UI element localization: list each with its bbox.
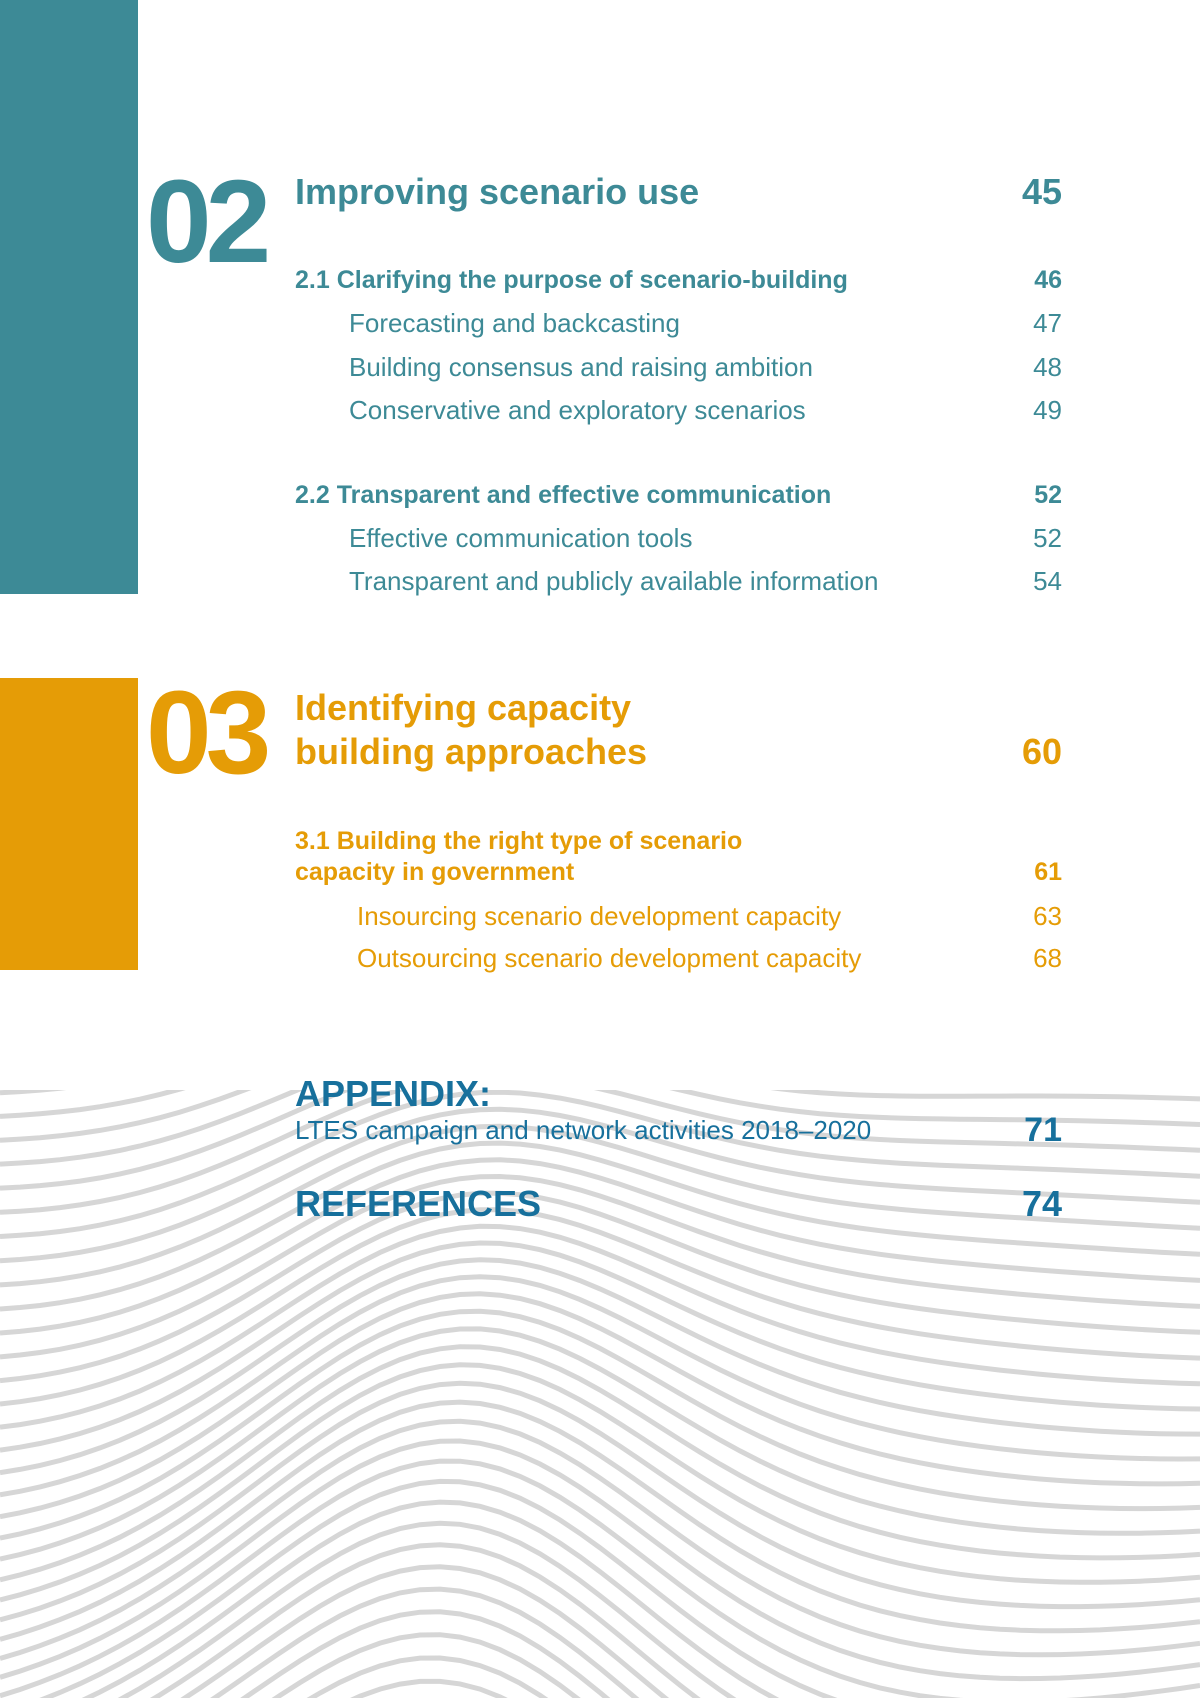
toc-item-label: Outsourcing scenario development capacity bbox=[357, 943, 862, 973]
toc-item[interactable] bbox=[349, 565, 1062, 597]
toc-item-label: Building consensus and raising ambition bbox=[349, 352, 813, 382]
section-3-1-page: 61 bbox=[1034, 858, 1062, 886]
toc-item[interactable] bbox=[357, 942, 1062, 974]
chapter-2-page: 45 bbox=[1021, 171, 1062, 212]
toc-item-page: 47 bbox=[1033, 308, 1062, 338]
section-2-2-entry[interactable] bbox=[295, 480, 1062, 511]
chapter-2-entry[interactable] bbox=[295, 170, 1062, 214]
appendix-subtitle: LTES campaign and network activities 2018–2020 bbox=[295, 1115, 872, 1145]
section-3-1-title-line-1: 3.1 Building the right type of scenario bbox=[295, 827, 743, 855]
toc-item-page: 63 bbox=[1033, 901, 1062, 931]
toc-item-label: Transparent and publicly available information bbox=[349, 566, 879, 596]
references-entry[interactable] bbox=[295, 1182, 1062, 1226]
toc-item-page: 48 bbox=[1033, 352, 1062, 382]
toc-item-label: Forecasting and backcasting bbox=[349, 308, 680, 338]
toc-item[interactable] bbox=[349, 351, 1062, 383]
chapter-3-title-line-2: building approaches bbox=[295, 731, 648, 772]
appendix-entry[interactable] bbox=[295, 1111, 1062, 1149]
toc-item[interactable] bbox=[349, 307, 1062, 339]
section-2-1-title: 2.1 Clarifying the purpose of scenario-building bbox=[295, 266, 848, 294]
references-title: REFERENCES bbox=[295, 1183, 542, 1224]
references-page: 74 bbox=[1021, 1183, 1062, 1224]
section-3-1-title-line-2: capacity in government bbox=[295, 858, 575, 886]
section-2-2-title: 2.2 Transparent and effective communication bbox=[295, 481, 832, 509]
toc-item-label: Effective communication tools bbox=[349, 523, 693, 553]
section-3-1-entry[interactable] bbox=[295, 826, 1062, 888]
toc-item[interactable] bbox=[357, 900, 1062, 932]
chapter-3-entry[interactable] bbox=[295, 686, 1062, 774]
chapter-2-title: Improving scenario use bbox=[295, 171, 700, 212]
section-2-1-page: 46 bbox=[1034, 266, 1062, 294]
toc-item-label: Conservative and exploratory scenarios bbox=[349, 395, 806, 425]
section-2-2-page: 52 bbox=[1034, 481, 1062, 509]
wave-line bbox=[0, 1545, 1200, 1698]
toc-item-page: 68 bbox=[1033, 943, 1062, 973]
toc-item[interactable] bbox=[349, 394, 1062, 426]
toc-item-label: Insourcing scenario development capacity bbox=[357, 901, 842, 931]
chapter-3-page: 60 bbox=[1021, 731, 1062, 772]
toc-item-page: 54 bbox=[1033, 566, 1062, 596]
section-3-1-title bbox=[295, 826, 742, 888]
chapter-3-number: 03 bbox=[146, 667, 266, 799]
section-2-1-entry[interactable] bbox=[295, 265, 1062, 296]
toc-item-page: 49 bbox=[1033, 395, 1062, 425]
chapter-3-title-line-1: Identifying capacity bbox=[295, 687, 632, 728]
chapter-3-color-block bbox=[0, 678, 138, 970]
toc-item-page: 52 bbox=[1033, 523, 1062, 553]
chapter-2-color-block bbox=[0, 0, 138, 594]
appendix-page: 71 bbox=[1024, 1111, 1062, 1149]
chapter-3-title bbox=[295, 686, 647, 774]
appendix-title: APPENDIX: bbox=[295, 1073, 492, 1114]
chapter-2-number: 02 bbox=[146, 156, 266, 288]
toc-item[interactable] bbox=[349, 522, 1062, 554]
